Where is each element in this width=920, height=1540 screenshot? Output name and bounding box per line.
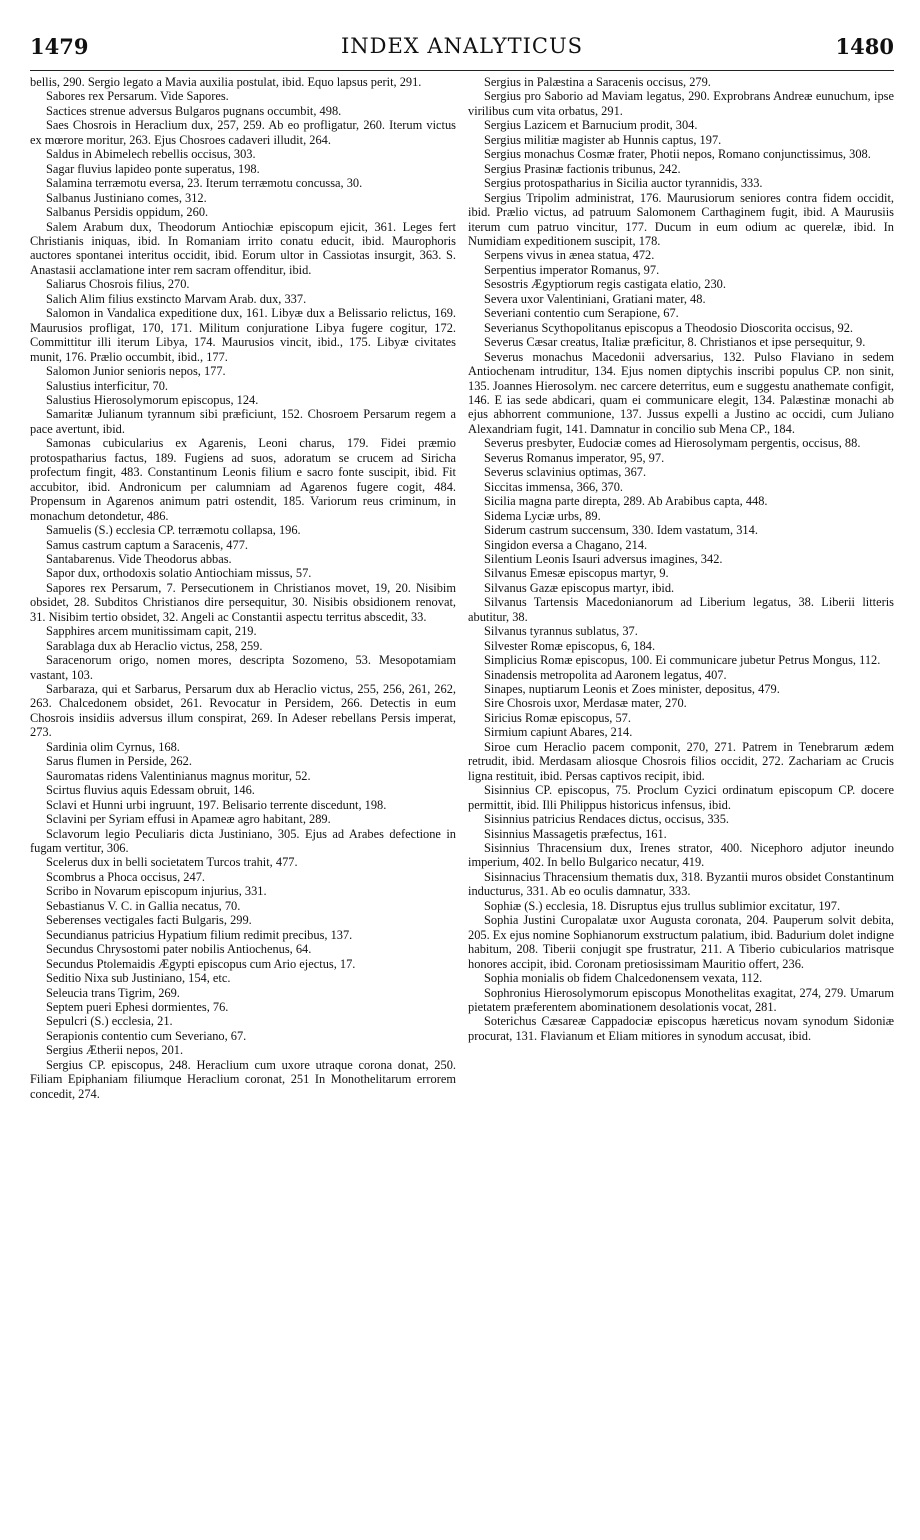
right-column (468, 75, 894, 1101)
index-entry: Sicilia magna parte direpta, 289. Ab Arabibus capta, 448. (484, 494, 768, 509)
index-entry: Sidema Lyciæ urbs, 89. (484, 508, 601, 523)
running-title: INDEX ANALYTICUS (340, 34, 584, 58)
index-entry: Sophronius Hierosolymorum episcopus Monothelitas exagitat, 274, 279. Umarum pietatem præferentem abominationem desolationis vocat, 281. (468, 985, 894, 1014)
index-entry: Silvanus Tartensis Macedonianorum ad Liberium legatus, 38. Liberii litteris abutitur, 38. (468, 595, 894, 624)
index-entry: Siricius Romæ episcopus, 57. (484, 710, 631, 725)
index-entry: Sclavi et Hunni urbi ingruunt, 197. Belisario terrente discedunt, 198. (46, 797, 387, 812)
index-entry: Seditio Nixa sub Justiniano, 154, etc. (46, 971, 231, 986)
index-entry: Sergius in Palæstina a Saracenis occisus, 279. (484, 75, 711, 89)
index-entry: Sergius CP. episcopus, 248. Heraclium cum uxore utraque corona donat, 250. Filiam Epiphaniam filiumque Heraclium coronat, 251 In Monothelitarum errorem concedit, 274. (30, 1057, 456, 1101)
index-entry: Siroe cum Heraclio pacem componit, 270, 271. Patrem in Tenebrarum ædem retrudit, ibid. Merdasam aliosque Chosrois filios occidit, 272. Zachariam ac Crucis ligna restituit, ibid. Persas captivos recipit, ibid. (468, 739, 894, 783)
index-entry: bellis, 290. Sergio legato a Mavia auxilia postulat, ibid. Equo lapsus perit, 291. (30, 75, 422, 89)
index-entry: Sisinnius Thracensium dux, Irenes strator, 400. Nicephoro adjutor ineundo imperium, 402. In bello Bulgarico necatur, 419. (468, 841, 894, 870)
index-entry: Sinapes, nuptiarum Leonis et Zoes minister, depositus, 479. (484, 682, 780, 697)
index-entry: Sire Chosrois uxor, Merdasæ mater, 270. (484, 696, 687, 711)
index-entry: Septem pueri Ephesi dormientes, 76. (46, 1000, 229, 1014)
index-entry: Silvanus Gazæ episcopus martyr, ibid. (484, 580, 675, 595)
index-entry: Salbanus Justiniano comes, 312. (46, 190, 207, 205)
page-header (30, 30, 894, 71)
index-entry: Sarbaraza, qui et Sarbarus, Persarum dux ab Heraclio victus, 255, 256, 261, 262, 263. Chalcedonem obsidet, 261. Revocatur in Persidem, 266. Detectis in eum Chosrois insidiis adversus illum conspirat, 269. In Adeser rebellans Persis imperat, 273. (30, 682, 456, 740)
index-entry: Secundianus patricius Hypatium filium redimit precibus, 137. (46, 927, 353, 942)
index-entry: Sergius protospatharius in Sicilia auctor tyrannidis, 333. (484, 176, 763, 191)
index-entry: Secundus Chrysostomi pater nobilis Antiochenus, 64. (46, 942, 312, 957)
index-entry: Serpentius imperator Romanus, 97. (484, 262, 660, 277)
index-entry: Sophia monialis ob fidem Chalcedonensem vexata, 112. (484, 971, 763, 986)
index-entry: Saes Chosrois in Heraclium dux, 257, 259. Ab eo profligatur, 260. Iterum victus ex mœrore moritur, 263. Ejus Chosroes cadaveri illudit, 264. (30, 118, 456, 147)
left-column (30, 75, 456, 1101)
index-entry: Sapphires arcem munitissimam capit, 219. (46, 624, 257, 639)
index-entry: Sactices strenue adversus Bulgaros pugnans occumbit, 498. (46, 103, 342, 118)
index-entry: Seberenses vectigales facti Bulgaris, 299. (46, 913, 252, 928)
page-number-right: 1480 (835, 34, 894, 59)
index-entry: Sapor dux, orthodoxis solatio Antiochiam missus, 57. (46, 566, 312, 581)
index-entry: Severus sclavinius optimas, 367. (484, 465, 647, 480)
index-entry: Secundus Ptolemaidis Ægypti episcopus cum Ario ejectus, 17. (46, 956, 356, 971)
index-entry: Saracenorum origo, nomen mores, descripta Sozomeno, 53. Mesopotamiam vastant, 103. (30, 653, 456, 682)
index-entry: Samus castrum captum a Saracenis, 477. (46, 537, 248, 552)
index-entry: Sauromatas ridens Valentinianus magnus moritur, 52. (46, 768, 311, 783)
index-entry: Sergius Ætherii nepos, 201. (46, 1043, 184, 1058)
index-entry: Sergius militiæ magister ab Hunnis captus, 197. (484, 132, 722, 147)
index-entry: Sergius Tripolim administrat, 176. Maurusiorum seniores contra fidem occidit, ibid. Prælio victus, ad patruum Salomonem Carthaginem fugit, ibid. A Maurusiis iterum cum patruo vincitur, 177. Ducum in eum odium ac querelæ, ibid. In Numidiam expeditionem suscipit, 178. (468, 190, 894, 248)
index-entry: Sophia Justini Curopalatæ uxor Augusta coronata, 204. Pauperum solvit debita, 205. Ex ejus nomine Sophianorum exstructum palatium, ibid. Badurium dolet indigne habitum, 208. Tiberii conjugit spe frustratur, 211. A Tiberio cubicularios matrisque honores accipit, ibid. Coronam pretiosissimam Mauritio offert, 236. (468, 913, 894, 971)
index-entry: Singidon eversa a Chagano, 214. (484, 537, 648, 552)
index-entry: Salustius Hierosolymorum episcopus, 124. (46, 392, 259, 407)
index-entry: Salustius interficitur, 70. (46, 378, 169, 393)
index-entry: Salomon in Vandalica expeditione dux, 161. Libyæ dux a Belissario relictus, 169. Maurusios profligat, 170, 171. Militum conjuratione Libya fugere cogitur, 172. Committitur illi iterum Libya, 174. Maurusios vincit, ibid., 175. Libyæ civitates munit, 176. Prælio occumbit, ibid., 177. (30, 306, 456, 364)
index-entry: Silvanus Emesæ episcopus martyr, 9. (484, 566, 669, 581)
index-entry: Saldus in Abimelech rebellis occisus, 303. (46, 147, 256, 162)
index-entry: Severus monachus Macedonii adversarius, 132. Pulso Flaviano in sedem Antiochenam intruditur, 134. Ejus nomen diptychis inscribi populus CP. non sinit, 135. Joannes Hierosolym. nec carcere deterritus, eum e suggestu anathemate configit, 146. E ias sede abdicari, quam ei communicare elegit, 134. Palæstinæ monachi ab ejus abhorrent communione, 137. Jussus expelli a Justino ac occidi, cum Juliano Alexandriam fugit, 141. Damnatur in concilio sub Mena CP., 184. (468, 349, 894, 436)
index-entry: Severus Cæsar creatus, Italiæ præficitur, 8. Christianos et ipse persequitur, 9. (484, 335, 866, 350)
index-entry: Simplicius Romæ episcopus, 100. Ei communicare jubetur Petrus Mongus, 112. (484, 653, 881, 668)
index-entry: Sesostris Ægyptiorum regis castigata elatio, 230. (484, 277, 726, 292)
index-entry: Sapores rex Persarum, 7. Persecutionem in Christianos movet, 19, 20. Nisibim obsidet, 28. Subditos Christianos dire persequitur, 30. Nisibis obsidionem renovat, 31. Nisibim tertio obsidet, 32. Angeli ac Constantii aspectu territus abscedit, 33. (30, 580, 456, 624)
index-entry: Salomon Junior senioris nepos, 177. (46, 364, 226, 379)
index-entry: Seleucia trans Tigrim, 269. (46, 985, 180, 1000)
index-entry: Siderum castrum succensum, 330. Idem vastatum, 314. (484, 523, 758, 538)
index-entry: Silvester Romæ episcopus, 6, 184. (484, 638, 656, 653)
index-entry: Silentium Leonis Isauri adversus imagines, 342. (484, 551, 723, 566)
index-entry: Samonas cubicularius ex Agarenis, Leoni charus, 179. Fidei præmio protospatharius factus, 189. Fugiens ad suos, adoratum se crucem ad Siricha profectum fingit, 483. Constantinum Leonis filium e sacro fonte suscipit, ibid. Fit accubitor, ibid. Andronicum per calumniam ad Agarenos fugere cogit, 484. Propensum in Agarenos animum patri ostendit, 185. Variorum reus criminum, in monachum detondetur, 486. (30, 436, 456, 523)
index-entry: Scombrus a Phoca occisus, 247. (46, 869, 205, 884)
index-entry: Serpens vivus in ænea statua, 472. (484, 248, 655, 263)
index-entry: Sisinnius CP. episcopus, 75. Proclum Cyzici ordinatum episcopum CP. docere permittit, ibid. Illi Philippus historicus infensus, ibid. (468, 783, 894, 812)
index-entry: Sisinnius patricius Rendaces dictus, occisus, 335. (484, 812, 730, 827)
index-entry: Silvanus tyrannus sublatus, 37. (484, 624, 638, 639)
index-entry: Saliarus Chosrois filius, 270. (46, 277, 190, 292)
index-entry: Sergius monachus Cosmæ frater, Photii nepos, Romano conjunctissimus, 308. (484, 147, 871, 162)
index-entry: Salamina terræmotu eversa, 23. Iterum terræmotu concussa, 30. (46, 176, 363, 191)
index-entry: Severiani contentio cum Serapione, 67. (484, 306, 679, 321)
index-entry: Severa uxor Valentiniani, Gratiani mater, 48. (484, 291, 706, 306)
index-entry: Sebastianus V. C. in Gallia necatus, 70. (46, 898, 241, 913)
index-entry: Severus presbyter, Eudociæ comes ad Hierosolymam pergentis, occisus, 88. (484, 436, 861, 451)
index-entry: Sergius Lazicem et Barnucium prodit, 304. (484, 118, 698, 133)
index-entry: Samaritæ Julianum tyrannum sibi præficiunt, 152. Chosroem Persarum regem a pace avertunt, ibid. (30, 407, 456, 436)
index-entry: Sabores rex Persarum. Vide Sapores. (46, 89, 229, 104)
index-entry: Severus Romanus imperator, 95, 97. (484, 450, 665, 465)
index-entry: Scirtus fluvius aquis Edessam obruit, 146. (46, 783, 255, 798)
index-columns (30, 75, 894, 1101)
index-entry: Santabarenus. Vide Theodorus abbas. (46, 551, 232, 566)
index-entry: Serapionis contentio cum Severiano, 67. (46, 1028, 247, 1043)
index-entry: Sergius Prasinæ factionis tribunus, 242. (484, 161, 681, 176)
index-entry: Soterichus Cæsareæ Cappadociæ episcopus hæreticus novam synodum Sidoniæ procurat, 131. Flavianum et Eliam mitiores in synodum accusat, ibid. (468, 1014, 894, 1043)
index-entry: Scribo in Novarum episcopum injurius, 331. (46, 884, 267, 899)
index-entry: Siccitas immensa, 366, 370. (484, 479, 624, 494)
index-entry: Salem Arabum dux, Theodorum Antiochiæ episcopum ejicit, 361. Leges fert Christianis iniquas, ibid. In Romaniam irrito conatu educit, ibid. Maurophoris auctores spontanei interitus occidit, ibid. Eorum ultor in Cassiotas insurgit, 363. S. Anastasii acclamatione inter rem sacram offenditur, ibid. (30, 219, 456, 277)
index-entry: Severianus Scythopolitanus episcopus a Theodosio Dioscorita occisus, 92. (484, 320, 854, 335)
index-entry: Samuelis (S.) ecclesia CP. terræmotu collapsa, 196. (46, 523, 301, 538)
index-entry: Sardinia olim Cyrnus, 168. (46, 739, 180, 754)
index-entry: Sepulcri (S.) ecclesia, 21. (46, 1014, 173, 1029)
index-entry: Salich Alim filius exstincto Marvam Arab. dux, 337. (46, 291, 307, 306)
page-number-left: 1479 (30, 34, 89, 59)
index-entry: Sergius pro Saborio ad Maviam legatus, 290. Exprobrans Andreæ eunuchum, ipse virilibus cum vita orbatus, 291. (468, 89, 894, 118)
index-entry: Sinadensis metropolita ad Aaronem legatus, 407. (484, 667, 727, 682)
index-entry: Sisinnius Massagetis præfectus, 161. (484, 826, 667, 841)
index-entry: Sagar fluvius lapideo ponte superatus, 198. (46, 161, 260, 176)
index-entry: Sirmium capiunt Abares, 214. (484, 725, 633, 740)
index-entry: Sclavorum legio Peculiaris dicta Justiniano, 305. Ejus ad Arabes defectione in fugam vertitur, 306. (30, 826, 456, 856)
index-entry: Sophiæ (S.) ecclesia, 18. Disruptus ejus trullus sublimior excitatur, 197. (484, 898, 841, 913)
index-entry: Scelerus dux in belli societatem Turcos trahit, 477. (46, 855, 298, 870)
index-entry: Sarablaga dux ab Heraclio victus, 258, 259. (46, 638, 263, 653)
index-entry: Sclavini per Syriam effusi in Apameæ agro habitant, 289. (46, 812, 331, 827)
index-entry: Salbanus Persidis oppidum, 260. (46, 205, 209, 220)
index-entry: Sarus flumen in Perside, 262. (46, 754, 192, 769)
index-entry: Sisinnacius Thracensium thematis dux, 318. Byzantii muros obsidet Constantinum inducturus, 331. Ab eo oculis damnatur, 333. (468, 869, 894, 899)
